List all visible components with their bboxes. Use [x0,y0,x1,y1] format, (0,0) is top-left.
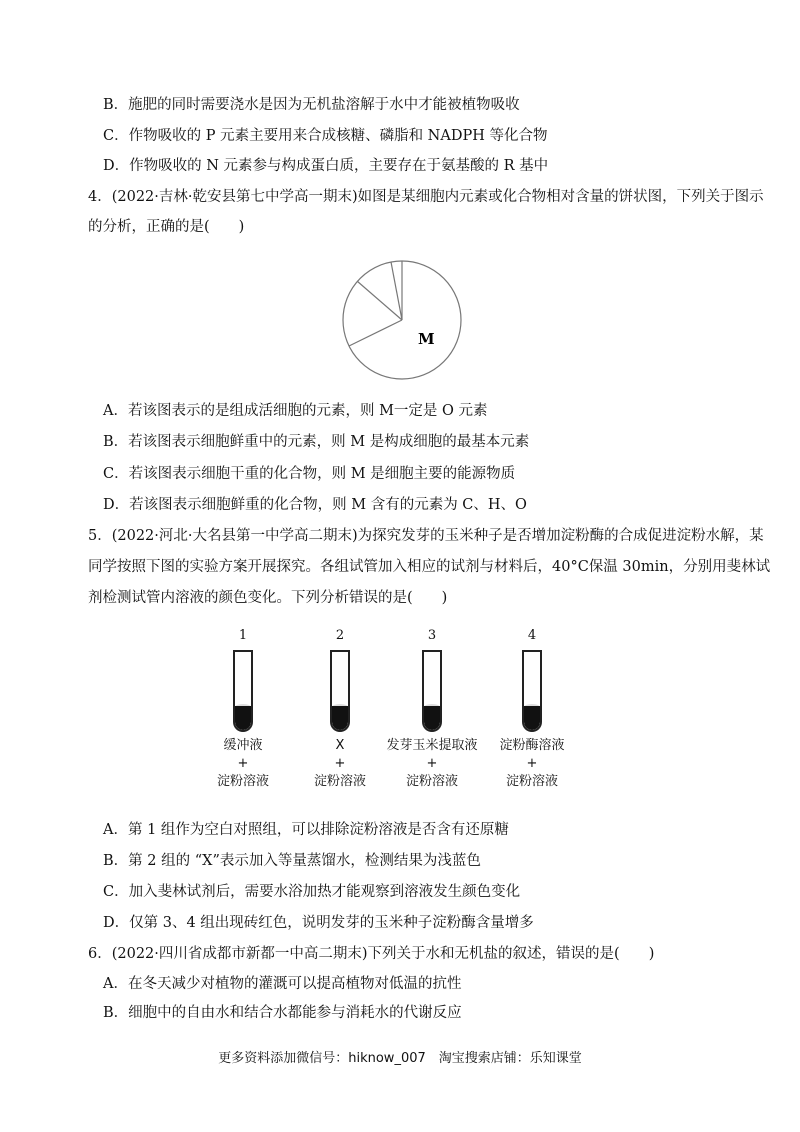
test-tube-4 [522,650,542,732]
q5-stem-line2: 同学按照下图的实验方案开展探究。各组试管加入相应的试剂与材料后，40°C保温 30min，分别用斐林试 [88,559,771,575]
q4-stem-line1: 4．(2022·吉林·乾安县第七中学高一期末)如图是某细胞内元素或化合物相对含量的饼状图，下列关于图示 [88,189,764,205]
page-footer: 更多资料添加微信号：hiknow_007 淘宝搜索店铺：乐知课堂 [218,1051,582,1066]
pie-label-m: M [418,330,435,348]
q5-option-a: A．第 1 组作为空白对照组，可以排除淀粉溶液是否含有还原糖 [103,822,509,838]
q4-option-b: B．若该图表示细胞鲜重中的元素，则 M 是构成细胞的最基本元素 [103,434,530,450]
q4-stem-line2: 的分析，正确的是( ) [88,219,245,235]
q5-option-d: D．仅第 3、4 组出现砖红色，说明发芽的玉米种子淀粉酶含量增多 [103,915,534,931]
tube-number: 1 [238,628,248,643]
q4-pie-chart [330,250,480,390]
q4-option-c: C．若该图表示细胞干重的化合物，则 M 是细胞主要的能源物质 [103,466,516,482]
q5-option-b: B．第 2 组的 “X”表示加入等量蒸馏水，检测结果为浅蓝色 [103,853,481,869]
q6-option-a: A．在冬天减少对植物的灌溉可以提高植物对低温的抗性 [103,976,462,992]
tube-label: 缓冲液 + 淀粉溶液 [216,738,269,789]
tube-label: 发芽玉米提取液 + 淀粉溶液 [386,738,478,789]
test-tube-3 [422,650,442,732]
q6-option-b: B．细胞中的自由水和结合水都能参与消耗水的代谢反应 [103,1005,462,1021]
test-tube-2 [330,650,350,732]
tube-number: 3 [427,628,437,643]
q4-option-a: A．若该图表示的是组成活细胞的元素，则 M一定是 O 元素 [103,403,488,419]
q3-option-d: D．作物吸收的 N 元素参与构成蛋白质，主要存在于氨基酸的 R 基中 [103,158,549,174]
q5-option-c: C．加入斐林试剂后，需要水浴加热才能观察到溶液发生颜色变化 [103,884,521,900]
test-tube-1 [233,650,253,732]
q6-stem: 6．(2022·四川省成都市新都一中高二期末)下列关于水和无机盐的叙述，错误的是( ) [88,946,655,962]
q5-stem-line1: 5．(2022·河北·大名县第一中学高二期末)为探究发芽的玉米种子是否增加淀粉酶的合成促进淀粉水解，某 [88,528,764,544]
tube-label: X + 淀粉溶液 [313,738,366,789]
q3-option-c: C．作物吸收的 P 元素主要用来合成核糖、磷脂和 NADPH 等化合物 [103,128,548,144]
q5-stem-line3: 剂检测试管内溶液的颜色变化。下列分析错误的是( ) [88,590,448,606]
q4-option-d: D．若该图表示细胞鲜重的化合物，则 M 含有的元素为 C、H、O [103,497,527,513]
q3-option-b: B．施肥的同时需要浇水是因为无机盐溶解于水中才能被植物吸收 [103,97,520,113]
tube-number: 4 [527,628,537,643]
tube-label: 淀粉酶溶液 + 淀粉溶液 [499,738,565,789]
tube-number: 2 [335,628,345,643]
